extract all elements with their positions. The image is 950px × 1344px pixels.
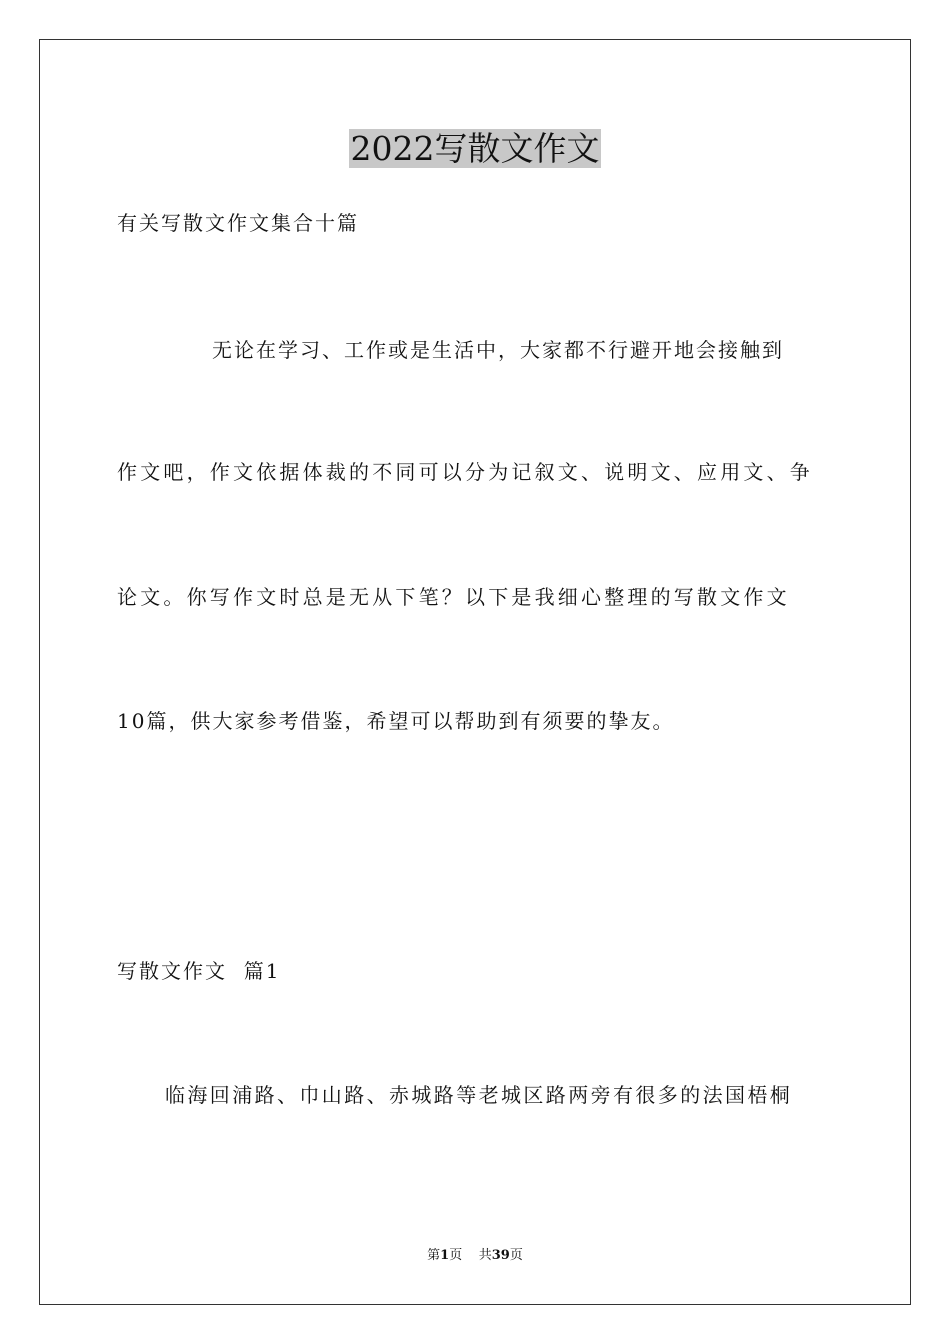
total-suffix: 页 <box>509 1248 523 1263</box>
document-title-text: 2022写散文作文 <box>350 129 600 168</box>
total-pages: 39 <box>491 1248 510 1263</box>
page-label-suffix: 页 <box>449 1248 463 1263</box>
page-number: 1 <box>440 1248 450 1263</box>
document-title <box>0 126 950 172</box>
page-footer <box>0 1247 950 1265</box>
intro-line-1: 无论在学习、工作或是生活中，大家都不行避开地会接触到 <box>212 338 784 362</box>
section-heading: 写散文作文 篇1 <box>117 959 281 983</box>
total-prefix: 共 <box>478 1248 492 1263</box>
page-label-prefix: 第 <box>427 1248 441 1263</box>
document-subtitle: 有关写散文作文集合十篇 <box>117 211 359 235</box>
section-first-line: 临海回浦路、巾山路、赤城路等老城区路两旁有很多的法国梧桐 <box>165 1083 793 1107</box>
intro-line-3: 论文。你写作文时总是无从下笔？以下是我细心整理的写散文作文 <box>117 585 790 609</box>
intro-line-2: 作文吧，作文依据体裁的不同可以分为记叙文、说明文、应用文、争 <box>117 460 813 484</box>
intro-line-4: 10篇，供大家参考借鉴，希望可以帮助到有须要的挚友。 <box>117 709 675 733</box>
